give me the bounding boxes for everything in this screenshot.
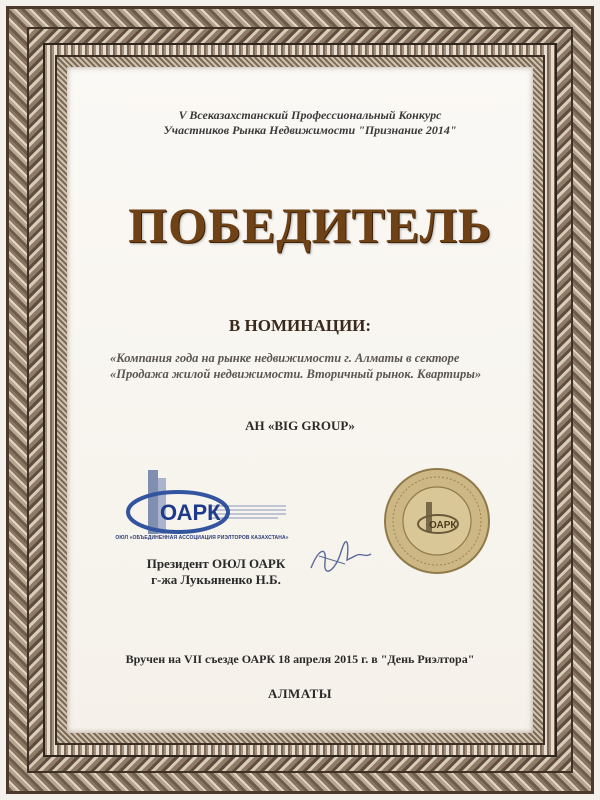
awarded-line: Вручен на VII съезде ОАРК 18 апреля 2015 г. в "День Риэлтора" <box>125 652 475 666</box>
president-block <box>116 556 316 588</box>
logo-tower-back <box>148 470 158 534</box>
contest-line-2: Участников Рынка Недвижимости "Признание 2014" <box>163 123 457 137</box>
signature <box>305 538 375 578</box>
official-seal <box>382 466 492 576</box>
oark-logo <box>118 466 288 546</box>
seal-text: ОАРК <box>429 520 457 531</box>
winner-heading: ПОБЕДИТЕЛЬ <box>128 197 492 253</box>
city: АЛМАТЫ <box>267 686 333 701</box>
president-title: Президент ОЮЛ ОАРК <box>146 556 286 571</box>
signature-stroke <box>319 556 345 564</box>
contest-title <box>120 108 500 138</box>
logo-text: ОАРК <box>160 500 221 525</box>
president-name: г-жа Лукьяненко Н.Б. <box>151 572 281 587</box>
logo-caption: ОЮЛ «ОБЪЕДИНЕННАЯ АССОЦИАЦИЯ РИЭЛТОРОВ КАЗАХСТАНА» <box>115 535 289 541</box>
winner-agency: АН «BIG GROUP» <box>245 418 355 433</box>
nomination-heading: В НОМИНАЦИИ: <box>228 316 372 335</box>
nomination-text: «Компания года на рынке недвижимости г. Алматы в секторе «Продажа жилой недвижимости. Вторичный рынок. Квартиры» <box>110 351 482 381</box>
contest-line-1: V Всеказахстанский Профессиональный Конкурс <box>178 108 442 122</box>
